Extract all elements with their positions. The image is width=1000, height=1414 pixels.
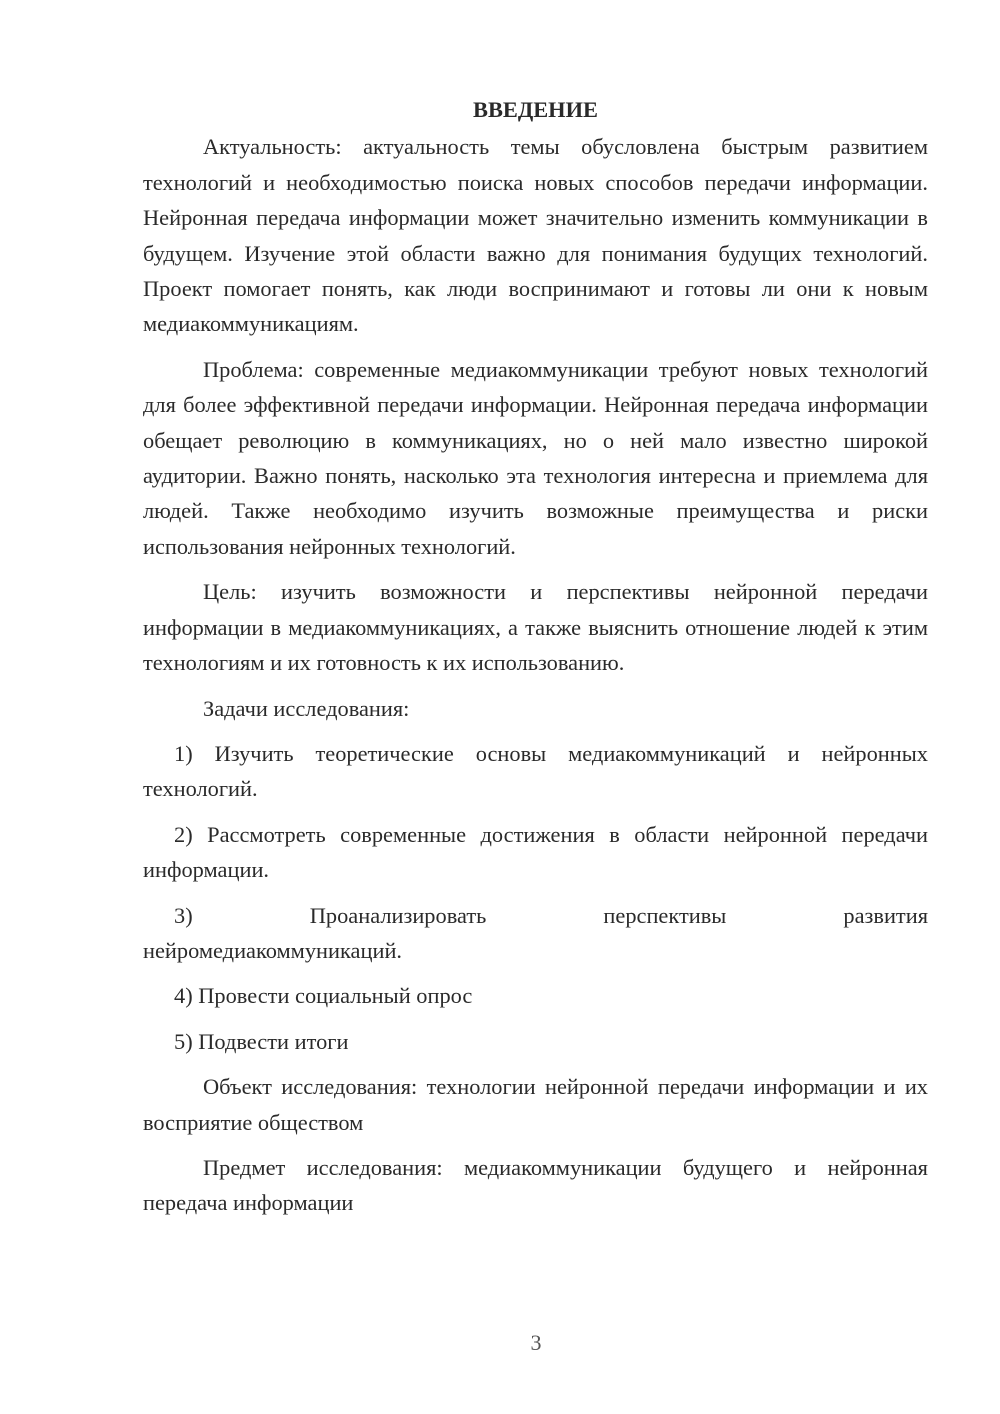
object-paragraph: Объект исследования: технологии нейронной передачи информации и их восприятие обществом xyxy=(143,1074,928,1135)
problem-paragraph: Проблема: современные медиакоммуникации требуют новых технологий для более эффективной передачи информации. Нейронная передача информации обещает революцию в коммуникациях, но о ней мало известно широкой аудитории. Важно понять, насколько эта технология интересна и приемлема для людей. Также необходимо изучить возможные преимущества и риски использования нейронных технологий. xyxy=(143,356,928,559)
relevance-paragraph: Актуальность: актуальность темы обусловлена быстрым развитием технологий и необходимостью поиска новых способов передачи информации. Нейронная передача информации может значительно изменить коммуникации в будущем. Изучение этой области важно для понимания будущих технологий. Проект помогает понять, как люди воспринимают и готовы ли они к новым медиакоммуникациям. xyxy=(143,134,928,337)
task-item-2: 2) Рассмотреть современные достижения в области нейронной передачи информации. xyxy=(143,821,928,883)
page-number: 3 xyxy=(530,1330,542,1355)
tasks-heading: Задачи исследования: xyxy=(203,695,410,721)
goal-paragraph: Цель: изучить возможности и перспективы нейронной передачи информации в медиакоммуникациях, а также выяснить отношение людей к этим технологиям и их готовность к их использованию. xyxy=(143,579,928,676)
page-title: ВВЕДЕНИЕ xyxy=(473,97,598,122)
task-item-1: 1) Изучить теоретические основы медиакоммуникаций и нейронных технологий. xyxy=(143,740,928,802)
subject-paragraph: Предмет исследования: медиакоммуникации будущего и нейронная передача информации xyxy=(143,1154,928,1216)
task-item-4: 4) Провести социальный опрос xyxy=(174,983,473,1009)
page-content xyxy=(143,92,928,1221)
task-item-3: 3) Проанализировать перспективы развития нейромедиакоммуникаций. xyxy=(143,902,928,963)
task-item-5: 5) Подвести итоги xyxy=(174,1028,349,1054)
